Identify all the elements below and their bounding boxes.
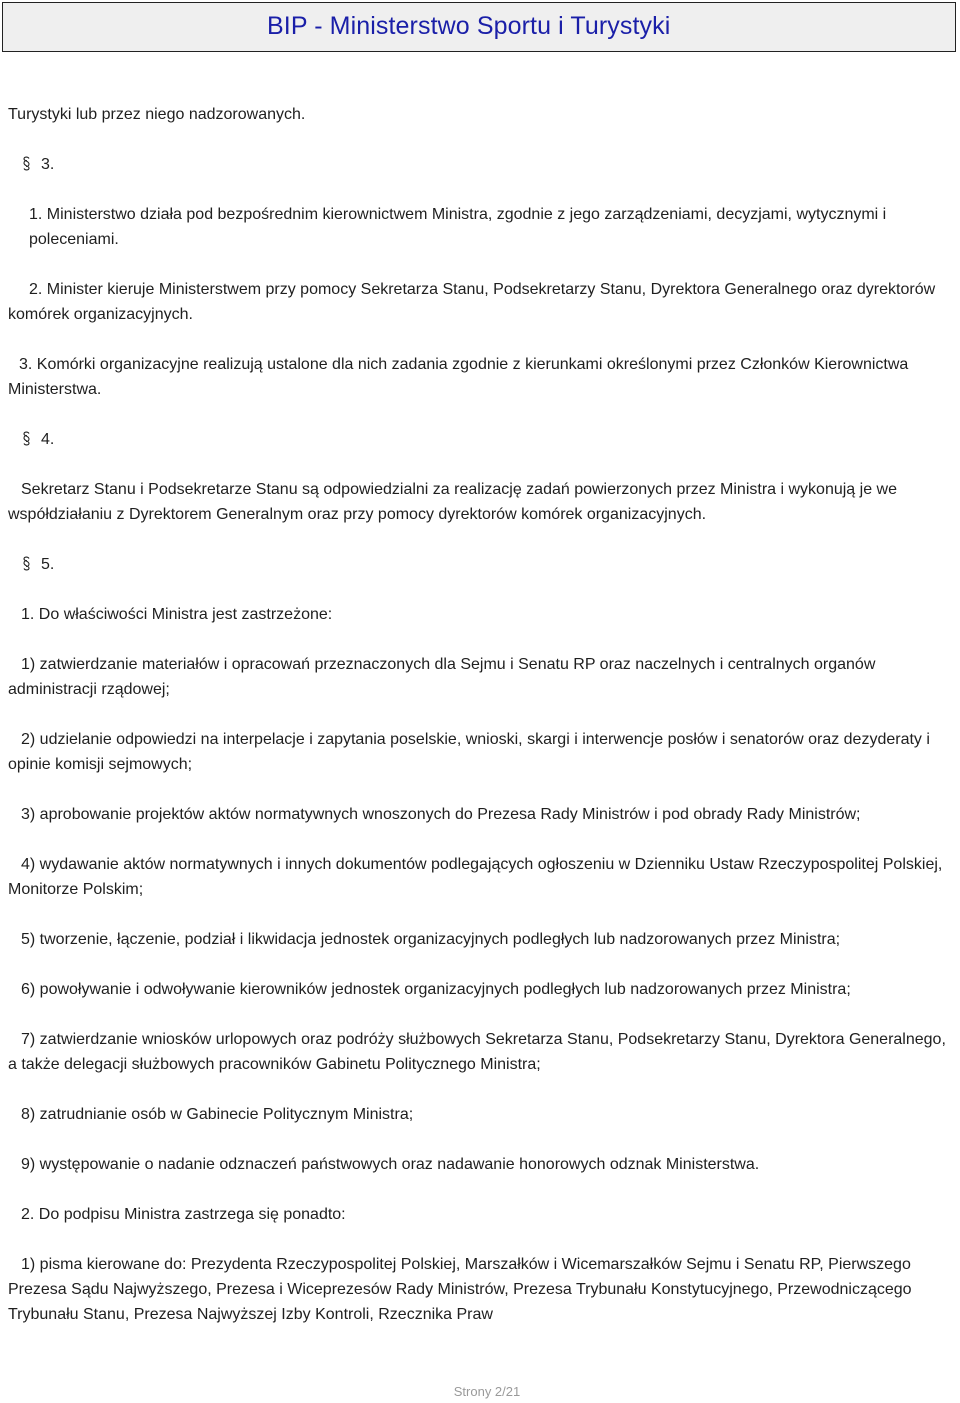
section-3-number: 3. — [41, 156, 55, 173]
document-body — [8, 102, 956, 1327]
section-4-number: 4. — [41, 431, 55, 448]
sec5-p1-heading: 1. Do właściwości Ministra jest zastrzeżone: — [21, 606, 333, 623]
sec5-p1-item-9: 9) występowanie o nadanie odznaczeń państwowych oraz nadawanie honorowych odznak Ministerstwa. — [21, 1156, 760, 1173]
sec3-item-1: 1. Ministerstwo działa pod bezpośrednim kierownictwem Ministra, zgodnie z jego zarządzeniami, decyzjami, wytycznymi i poleceniami. — [29, 206, 887, 248]
sec5-p1-item-5: 5) tworzenie, łączenie, podział i likwidacja jednostek organizacyjnych podległych lub nadzorowanych przez Ministra; — [21, 931, 841, 948]
paragraph-sign-icon — [22, 556, 31, 571]
section-5-number: 5. — [41, 556, 55, 573]
paragraph-sign-icon — [22, 156, 31, 171]
sec5-p1-item-4: 4) wydawanie aktów normatywnych i innych dokumentów podlegających ogłoszeniu w Dzienniku Ustaw Rzeczypospolitej Polskiej, Monitorze Polskim; — [8, 856, 943, 898]
paragraph-sign-icon — [22, 431, 31, 446]
intro-text: Turystyki lub przez niego nadzorowanych. — [8, 106, 306, 123]
sec3-item-2: 2. Minister kieruje Ministerstwem przy pomocy Sekretarza Stanu, Podsekretarzy Stanu, Dyrektora Generalnego oraz dyrektorów komórek organizacyjnych. — [8, 281, 936, 323]
section-3-heading — [8, 152, 956, 177]
sec5-p2-item-1: 1) pisma kierowane do: Prezydenta Rzeczypospolitej Polskiej, Marszałków i Wicemarszałków Sejmu i Senatu RP, Pierwszego Prezesa Sądu Najwyższego, Prezesa i Wiceprezesów Rady Ministrów, Prezesa Trybunału Konstytucyjnego, Przewodniczącego Trybunału Stanu, Prezesa Najwyższej Izby Kontroli, Rzecznika Praw — [8, 1256, 912, 1323]
sec5-p1-item-6: 6) powoływanie i odwoływanie kierowników jednostek organizacyjnych podległych lub nadzorowanych przez Ministra; — [21, 981, 851, 998]
sec5-p1-item-8: 8) zatrudnianie osób w Gabinecie Politycznym Ministra; — [21, 1106, 414, 1123]
document-title: BIP - Ministerstwo Sportu i Turystyki — [267, 12, 671, 40]
section-4-heading — [8, 427, 956, 452]
page-number: Strony 2/21 — [453, 1384, 521, 1399]
sec5-p1-item-3: 3) aprobowanie projektów aktów normatywnych wnoszonych do Prezesa Rady Ministrów i pod obrady Rady Ministrów; — [21, 806, 861, 823]
sec5-p2-heading: 2. Do podpisu Ministra zastrzega się ponadto: — [21, 1206, 346, 1223]
sec5-p1-item-2: 2) udzielanie odpowiedzi na interpelacje i zapytania poselskie, wnioski, skargi i interwencje posłów i senatorów oraz dezyderaty i opinie komisji sejmowych; — [8, 731, 930, 773]
document-header — [2, 2, 956, 52]
sec5-p1-item-1: 1) zatwierdzanie materiałów i opracowań przeznaczonych dla Sejmu i Senatu RP oraz naczelnych i centralnych organów administracji rządowej; — [8, 656, 876, 698]
sec5-p1-item-7: 7) zatwierdzanie wniosków urlopowych oraz podróży służbowych Sekretarza Stanu, Podsekretarzy Stanu, Dyrektora Generalnego, a także delegacji służbowych pracowników Gabinetu Politycznego Ministra; — [8, 1031, 946, 1073]
page-footer — [0, 1384, 960, 1399]
sec4-text: Sekretarz Stanu i Podsekretarze Stanu są odpowiedzialni za realizację zadań powierzonych przez Ministra i wykonują je we współdziałaniu z Dyrektorem Generalnym oraz przy pomocy dyrektorów komórek organizacyjnych. — [8, 481, 897, 523]
section-5-heading — [8, 552, 956, 577]
sec3-item-3: 3. Komórki organizacyjne realizują ustalone dla nich zadania zgodnie z kierunkami określonymi przez Członków Kierownictwa Ministerstwa. — [8, 356, 909, 398]
